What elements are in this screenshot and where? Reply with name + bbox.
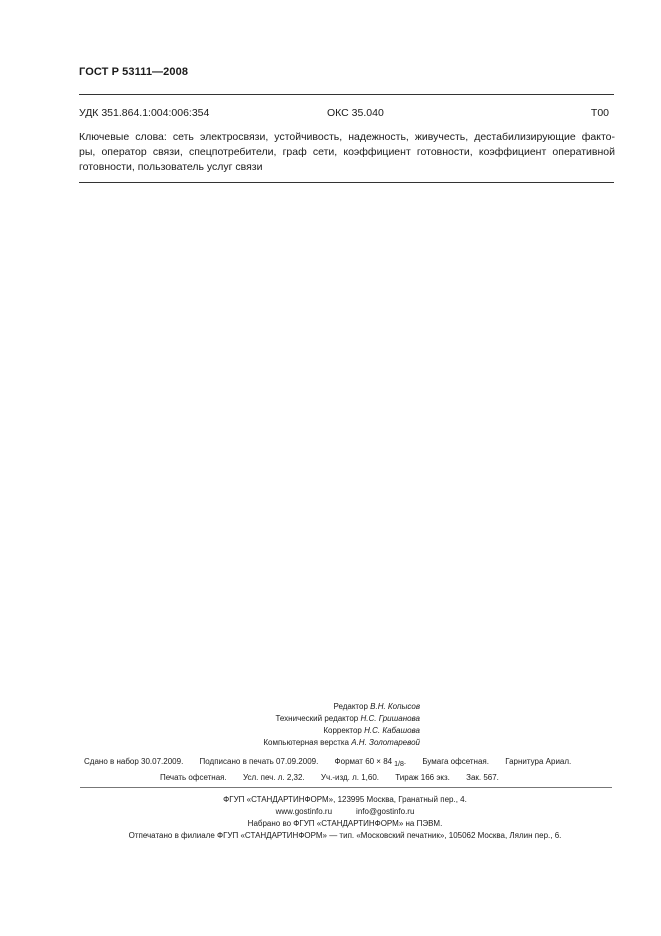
- format-fraction: 1/8: [394, 761, 404, 768]
- footer-divider: [80, 787, 612, 788]
- udc-code: УДК 351.864.1:004:006:354: [79, 107, 210, 119]
- order-number: Зак. 567.: [466, 773, 499, 782]
- group-code: Т00: [590, 107, 609, 119]
- staff-row: [180, 737, 480, 749]
- format: [335, 757, 407, 766]
- publisher-address: ФГУП «СТАНДАРТИНФОРМ», 123995 Москва, Гранатный пер., 4.: [223, 795, 467, 804]
- staff-name: Н.С. Гришанова: [360, 714, 420, 723]
- print-info-row: [160, 773, 513, 782]
- staff-row: [180, 701, 480, 713]
- staff-name: В.Н. Копысов: [370, 702, 420, 711]
- staff-name: А.Н. Золотаревой: [351, 738, 420, 747]
- staff-role: Редактор: [333, 702, 368, 711]
- print-type: Печать офсетная.: [160, 773, 227, 782]
- staff-row: [180, 713, 480, 725]
- contacts-row: [80, 806, 610, 818]
- typeface: Гарнитура Ариал.: [505, 757, 572, 766]
- keywords-divider: [79, 182, 614, 183]
- keywords-line: Ключевые слова: сеть электросвязи, устойчивость, надежность, живучесть, дестабилизирующие факто-: [79, 131, 615, 143]
- set-date: Сдано в набор 30.07.2009.: [84, 757, 184, 766]
- paper: Бумага офсетная.: [422, 757, 489, 766]
- sign-date: Подписано в печать 07.09.2009.: [199, 757, 319, 766]
- typeset-note: Набрано во ФГУП «СТАНДАРТИНФОРМ» на ПЭВМ.: [247, 819, 443, 828]
- keywords-block: [79, 130, 615, 175]
- format-suffix: .: [403, 757, 407, 766]
- keywords-line: ры, оператор связи, спецпотребители, граф сети, коэффициент готовности, коэффициент оперативной: [79, 146, 615, 158]
- staff-row: [180, 725, 480, 737]
- website-link[interactable]: www.gostinfo.ru: [275, 807, 333, 816]
- print-sheets: Усл. печ. л. 2,32.: [242, 773, 305, 782]
- staff-role: Компьютерная верстка: [263, 738, 350, 747]
- standard-code: ГОСТ Р 53111—2008: [79, 66, 189, 78]
- staff-role: Технический редактор: [275, 714, 359, 723]
- print-info-row: [84, 757, 614, 768]
- oks-code: ОКС 35.040: [327, 107, 384, 119]
- staff-credits: [180, 701, 480, 749]
- keywords-line: готовности, пользователь услуг связи: [79, 161, 263, 173]
- pub-sheets: Уч.-изд. л. 1,60.: [320, 773, 380, 782]
- staff-role: Корректор: [323, 726, 362, 735]
- staff-name: Н.С. Кабашова: [364, 726, 420, 735]
- print-run: Тираж 166 экз.: [395, 773, 450, 782]
- top-divider: [79, 94, 614, 95]
- printed-note: Отпечатано в филиале ФГУП «СТАНДАРТИНФОРМ» — тип. «Московский печатник», 105062 Москва, Лялин пер., 6.: [128, 831, 562, 840]
- format-prefix: Формат 60 × 84: [334, 757, 393, 766]
- publisher-footer: [80, 794, 610, 842]
- email-link[interactable]: info@gostinfo.ru: [356, 807, 415, 816]
